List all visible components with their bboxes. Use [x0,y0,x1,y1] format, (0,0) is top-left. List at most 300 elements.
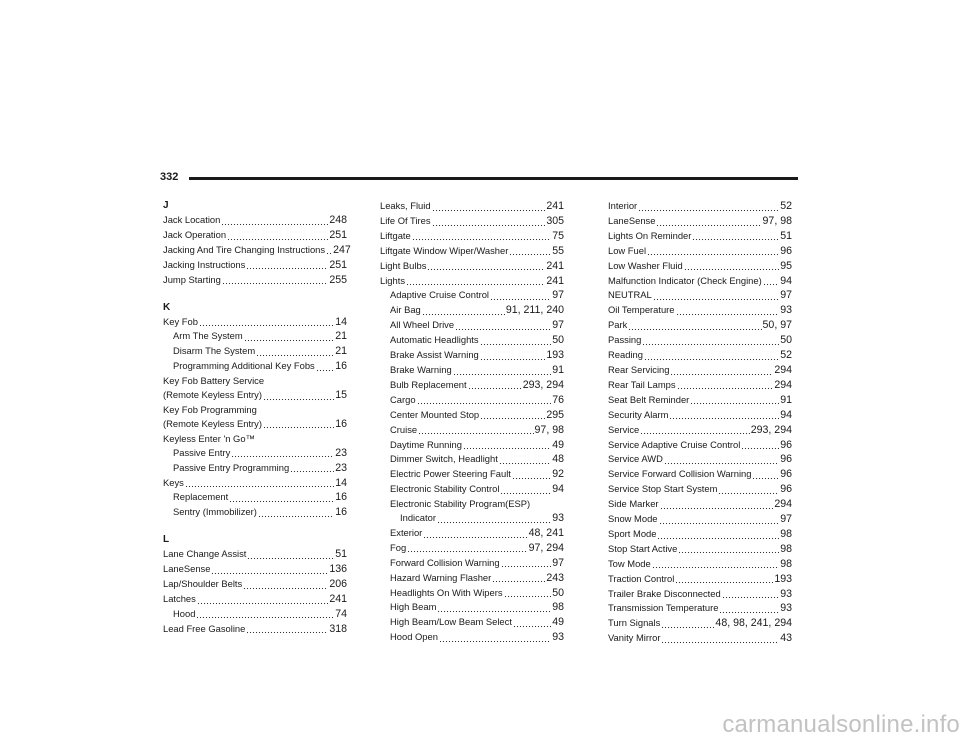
index-entry [380,199,564,214]
index-entry-page: 93 [780,304,792,317]
index-entry-text: Lead Free Gasoline [163,622,246,634]
index-column-2 [380,199,564,645]
dot-leader [660,497,774,512]
index-entry-page: 50, 97 [762,319,792,332]
dot-leader [661,616,714,631]
index-entry-page: 251 [329,258,347,271]
dot-leader [647,244,779,259]
dot-leader [676,303,780,318]
index-entry [163,476,347,491]
index-entry-page: 23 [335,461,347,474]
index-entry-page: 16 [335,360,347,373]
index-entry-text: Electric Power Steering Fault [390,468,511,480]
dot-leader [690,393,779,408]
index-entry-page: 75 [552,229,564,242]
index-entry-page: 243 [546,571,564,584]
index-entry-page: 16 [335,506,347,519]
index-entry-text: Key Fob [163,315,198,327]
index-entry [380,229,564,244]
index-entry-text: Replacement [173,491,229,503]
index-entry-text: Rear Servicing [608,363,670,375]
index-entry [608,631,792,646]
index-entry-text: Fog [390,541,407,553]
index-entry-page: 21 [335,330,347,343]
index-entry-page: 193 [774,572,792,585]
index-entry [163,417,347,432]
dot-leader [439,630,551,645]
index-entry [608,452,792,467]
index-entry-page: 97 [552,319,564,332]
index-entry-page: 94 [552,483,564,496]
index-entry-text: Keys [163,476,184,488]
index-entry [608,482,792,497]
dot-leader [659,512,780,527]
index-entry-text: High Beam/Low Beam Select [390,616,512,628]
index-entry [380,363,564,378]
index-entry-text: Air Bag [390,304,421,316]
index-entry-text: Interior [608,200,638,211]
index-entry-text: Stop Start Active [608,542,678,554]
index-entry [380,467,564,482]
index-entry-page: 74 [335,607,347,620]
dot-leader [490,288,551,303]
dot-leader [422,303,505,318]
index-entry-page: 48 [552,453,564,466]
dot-leader [480,348,546,363]
dot-leader [501,556,552,571]
index-entry [380,423,564,438]
dot-leader [640,423,749,438]
dot-leader [480,333,552,348]
index-entry-text: Side Marker [608,498,659,510]
dot-leader [221,213,328,228]
index-entry [380,259,564,274]
index-entry-text: Brake Warning [390,363,452,375]
dot-leader [652,557,779,572]
index-entry-page: 16 [335,417,347,430]
dot-leader [222,273,328,288]
index-entry-text: Bulb Replacement [390,378,467,390]
index-entry-text: Passive Entry Programming [173,461,290,473]
index-entry-page: 14 [335,315,347,328]
index-entry-text: Cargo [390,393,416,405]
dot-leader [231,446,334,461]
index-entry [163,461,347,476]
index-entry-text: LaneSense [163,563,211,575]
index-entry [608,259,792,274]
index-entry-page: 93 [552,631,564,644]
index-entry [380,393,564,408]
index-entry [608,572,792,587]
index-entry-text: Lights [380,274,406,286]
index-entry-page: 55 [552,244,564,257]
index-entry-text: Passing [608,334,642,346]
index-entry [608,438,792,453]
index-entry [163,329,347,344]
index-entry-text: Snow Mode [608,513,658,525]
index-entry [608,601,792,616]
index-entry-page: 97 [780,289,792,302]
dot-leader [423,526,527,541]
index-entry-text: Jack Location [163,214,221,225]
dot-leader [246,258,328,273]
dot-leader [512,467,551,482]
dot-leader [763,274,779,289]
index-entry [163,577,347,592]
index-entry-text: Trailer Brake Disconnected [608,587,721,599]
index-entry-text: Lap/Shoulder Belts [163,578,243,590]
index-entry-page: 193 [546,349,564,362]
index-entry-text: Transmission Temperature [608,602,719,614]
index-entry [380,274,564,289]
index-entry [608,527,792,542]
index-entry-text: Electronic Stability Program(ESP) [390,498,531,510]
index-entry-page: 294 [774,498,792,511]
index-entry-page: 15 [335,389,347,402]
index-entry [608,318,792,333]
index-entry [380,556,564,571]
dot-leader [492,571,545,586]
dot-leader [432,214,546,229]
index-entry [380,438,564,453]
index-entry-text: Jump Starting [163,273,221,285]
index-entry-text: Jacking Instructions [163,258,246,270]
index-entry-page: 93 [780,602,792,615]
index-entry-text: (Remote Keyless Entry) [163,389,262,401]
index-entry-text: Light Bulbs [380,259,427,271]
index-entry [380,288,564,303]
index-entry [163,505,347,520]
index-entry-page: 97, 98 [534,423,564,436]
index-entry [608,333,792,348]
section-gap [163,288,347,301]
index-entry-text: Forward Collision Warning [390,556,500,568]
index-entry-text: Liftgate [380,229,411,241]
index-entry [380,348,564,363]
index-entry [380,482,564,497]
index-column-1 [163,199,351,637]
index-entry [380,541,564,556]
index-entry-text: Life Of Tires [380,214,431,226]
index-entry-text: Electronic Stability Control [390,483,500,495]
index-entry-text: Turn Signals [608,617,661,629]
index-entry-text: Arm The System [173,330,243,342]
dot-leader [719,601,779,616]
index-entry [380,333,564,348]
index-entry [163,258,347,273]
index-entry [380,586,564,601]
index-entry-text: High Beam [390,601,437,613]
dot-leader [656,214,761,229]
index-entry [380,318,564,333]
index-entry-page: 93 [780,587,792,600]
dot-leader [638,199,779,214]
index-entry-page: 96 [780,453,792,466]
index-entry-text: Oil Temperature [608,304,675,316]
dot-leader [453,363,552,378]
index-entry-text: Key Fob Battery Service [163,375,265,387]
index-entry-text: Service AWD [608,453,663,465]
index-entry-page: 295 [546,408,564,421]
index-entry-text: Adaptive Cruise Control [390,289,490,301]
dot-leader [669,408,779,423]
index-entry-page: 97, 98 [762,214,792,227]
index-entry-page: 96 [780,468,792,481]
index-entry-page: 51 [335,548,347,561]
index-entry-page: 293, 294 [522,378,564,391]
dot-leader [684,259,780,274]
index-entry-page: 16 [335,491,347,504]
index-entry [608,587,792,602]
dot-leader [256,344,334,359]
index-entry-text: All Wheel Drive [390,319,455,331]
index-entry-page: 241 [546,274,564,287]
dot-leader [463,438,551,453]
index-entry [608,229,792,244]
index-entry [380,303,564,318]
index-entry-page: 43 [780,632,792,645]
dot-leader [418,423,533,438]
index-entry-text: Leaks, Fluid [380,200,431,211]
index-entry-page: 97 [552,556,564,569]
index-entry-text: LaneSense [608,214,656,226]
index-entry [608,408,792,423]
index-entry-page: 293, 294 [750,423,792,436]
dot-leader [752,467,779,482]
dot-leader [185,476,334,491]
index-entry [163,607,347,622]
index-entry-text: Seat Belt Reminder [608,393,690,405]
index-entry [380,600,564,615]
index-entry-text: Hood Open [390,631,438,643]
index-entry-page: 241 [546,259,564,272]
index-entry-page: 248 [329,214,347,226]
dot-leader [197,592,328,607]
dot-leader [661,631,779,646]
index-entry [608,557,792,572]
dot-leader [513,615,551,630]
index-entry-page: 206 [329,578,347,591]
index-entry-text: NEUTRAL [608,289,652,301]
dot-leader [243,577,328,592]
dot-leader [677,378,774,393]
index-entry [163,622,347,637]
index-entry-text: Lane Change Assist [163,548,247,560]
index-entry-text: Lights On Reminder [608,229,692,241]
index-entry-page: 318 [329,622,347,635]
index-letter-heading: L [163,534,170,546]
index-entry-page: 52 [780,349,792,362]
index-entry-page: 294 [774,378,792,391]
index-entry [163,344,347,359]
index-entry-page: 255 [329,273,347,286]
index-entry-page: 91 [552,363,564,376]
index-entry [380,571,564,586]
index-entry-text: Service Forward Collision Warning [608,468,752,480]
index-entry [380,214,564,229]
index-entry-page: 97 [552,289,564,302]
index-entry-page: 98 [780,527,792,540]
dot-leader [227,228,328,243]
index-entry [608,393,792,408]
dot-leader [316,359,334,374]
index-entry [163,359,347,374]
index-entry-text: Service Adaptive Cruise Control [608,438,741,450]
index-entry-text: Rear Tail Lamps [608,378,676,390]
index-entry-text: Sentry (Immobilizer) [173,506,257,518]
index-entry [163,547,347,562]
index-entry-text: Cruise [390,423,418,435]
index-entry-page: 95 [780,259,792,272]
dot-leader [675,572,773,587]
index-entry-text: Keyless Enter 'n Go™ [163,432,255,444]
index-entry-page: 93 [552,512,564,525]
dot-leader [504,586,552,601]
index-entry [608,497,792,512]
dot-leader [455,318,551,333]
index-entry-text: (Remote Keyless Entry) [163,417,262,429]
index-entry [608,363,792,378]
index-entry-text: Indicator [400,512,436,524]
index-entry-page: 51 [780,229,792,242]
dot-leader [258,505,334,520]
index-entry [380,244,564,259]
index-entry [163,213,347,228]
dot-leader [427,259,545,274]
index-entry-page: 241 [546,200,564,212]
index-entry-text: Low Fuel [608,244,647,256]
index-entry-text: Traction Control [608,572,675,584]
index-entry [163,315,347,330]
index-entry-text: Daytime Running [390,438,462,450]
index-entry-text: Latches [163,592,196,604]
dot-leader [664,452,779,467]
index-entry-page: 97, 294 [528,541,564,554]
index-entry [608,274,792,289]
dot-leader [196,607,334,622]
index-entry [380,630,564,645]
index-entry-text: Hood [173,607,196,619]
index-letter-heading: J [163,200,169,211]
index-entry [163,562,347,577]
index-entry-page: 97 [780,513,792,526]
index-entry-text: Automatic Headlights [390,334,479,346]
index-entry [608,378,792,393]
dot-leader [644,348,779,363]
index-entry [163,432,347,446]
dot-leader [244,329,335,344]
index-entry-text: Service [608,423,640,435]
dot-leader [406,274,545,289]
index-entry-page: 50 [780,334,792,347]
index-entry [163,388,347,403]
index-entry [163,446,347,461]
dot-leader [263,388,334,403]
index-entry [163,403,347,417]
index-entry-page: 96 [780,483,792,496]
index-entry [380,511,564,526]
section-gap [163,520,347,533]
index-entry-text: Passive Entry [173,446,231,458]
dot-leader [290,461,334,476]
index-entry-text: Exterior [390,526,423,538]
index-column-3 [608,199,792,646]
dot-leader [432,199,546,214]
dot-leader [499,452,551,467]
index-entry-page: 48, 98, 241, 294 [715,617,792,630]
dot-leader [468,378,522,393]
index-entry-text: Hazard Warning Flasher [390,571,492,583]
index-entry-text: Jack Operation [163,228,227,240]
header-rule [189,177,798,180]
dot-leader [653,288,779,303]
index-entry-page: 50 [552,334,564,347]
index-entry-text: Sport Mode [608,527,657,539]
dot-leader [670,363,773,378]
index-entry [608,423,792,438]
dot-leader [509,244,551,259]
dot-leader [229,490,334,505]
index-entry-page: 98 [780,542,792,555]
index-entry [163,592,347,607]
index-entry [608,467,792,482]
dot-leader [628,318,761,333]
index-entry [608,288,792,303]
dot-leader [500,482,551,497]
index-entry-page: 94 [780,274,792,287]
dot-leader [657,527,779,542]
index-entry [608,214,792,229]
dot-leader [678,542,779,557]
dot-leader [326,243,332,258]
index-entry [380,615,564,630]
index-entry-page: 21 [335,345,347,358]
dot-leader [692,229,779,244]
dot-leader [722,587,779,602]
index-entry [608,348,792,363]
index-entry-text: Headlights On With Wipers [390,586,503,598]
index-entry-text: Disarm The System [173,345,256,357]
index-entry [380,378,564,393]
index-entry [380,452,564,467]
index-entry-page: 294 [774,363,792,376]
watermark: carmanualsonline.info [722,711,960,738]
dot-leader [211,562,328,577]
index-entry-text: Security Alarm [608,408,669,420]
index-entry-page: 96 [780,438,792,451]
index-entry-page: 136 [329,563,347,576]
index-entry [608,512,792,527]
index-entry-text: Jacking And Tire Changing Instructions [163,243,326,255]
dot-leader [718,482,779,497]
index-entry-page: 98 [780,557,792,570]
index-entry [380,497,564,511]
index-entry-page: 96 [780,244,792,257]
index-entry [163,374,347,388]
index-entry-text: Programming Additional Key Fobs [173,360,315,372]
index-entry-page: 23 [335,446,347,459]
index-entry-page: 50 [552,586,564,599]
dot-leader [412,229,551,244]
index-entry-page: 49 [552,616,564,629]
index-entry [608,616,792,631]
index-entry-text: Low Washer Fluid [608,259,683,271]
index-entry-page: 94 [780,408,792,421]
index-entry-text: Liftgate Window Wiper/Washer [380,244,509,256]
index-entry-text: Service Stop Start System [608,483,718,495]
dot-leader [437,511,551,526]
index-entry-page: 48, 241 [528,526,564,539]
